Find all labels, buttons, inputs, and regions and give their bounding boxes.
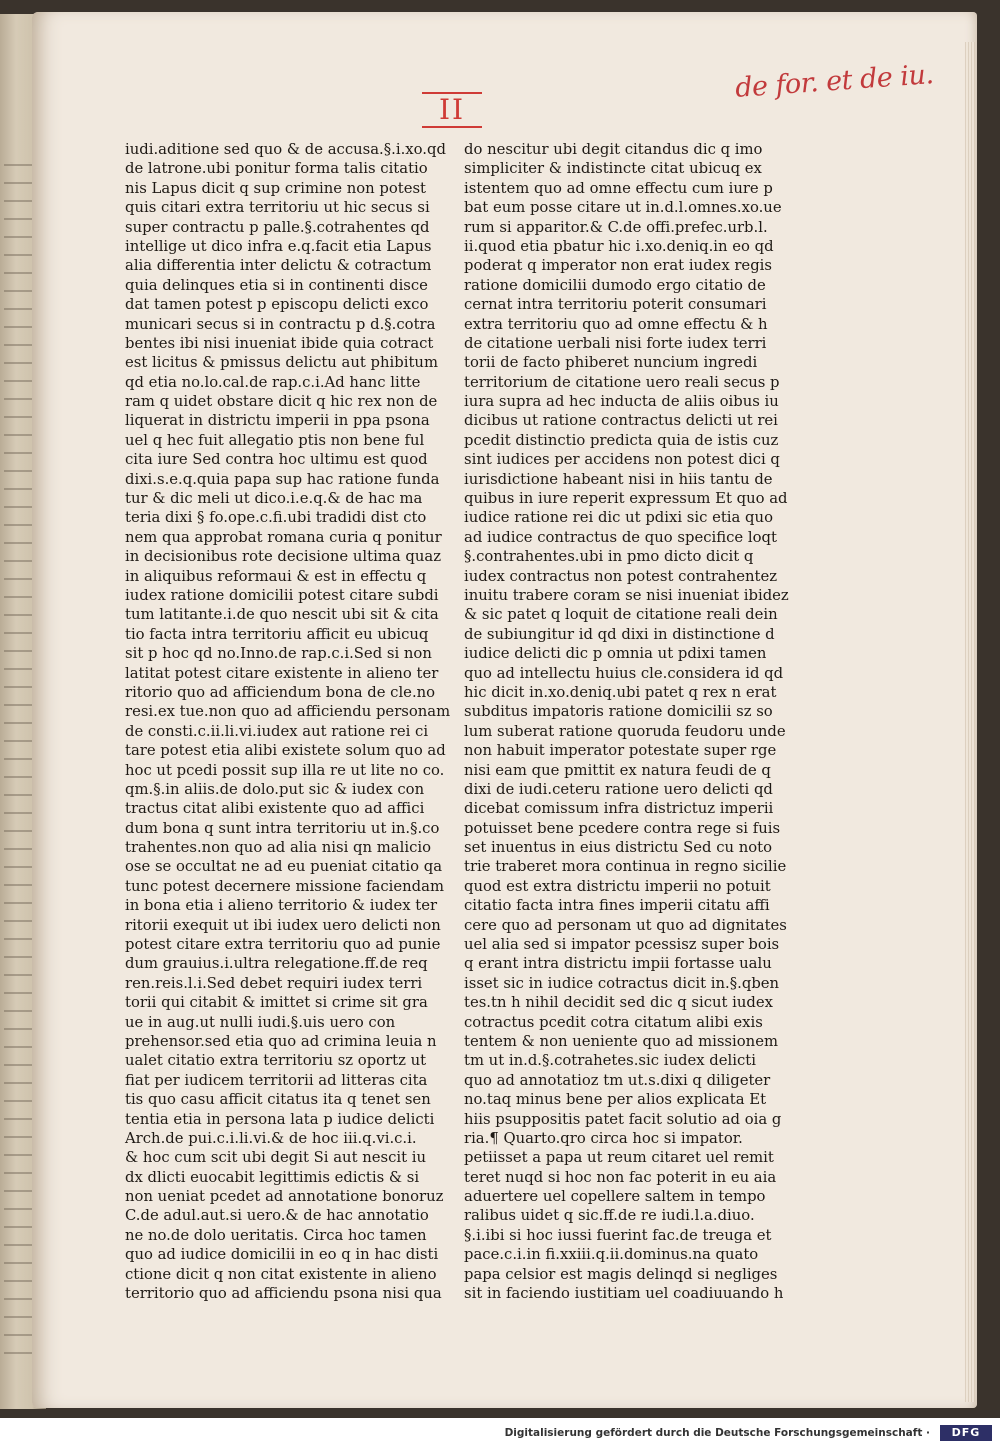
text-line: cotractus pcedit cotra citatum alibi exis [464, 1013, 763, 1031]
text-line: teria dixi § fo.ope.c.fi.ubi tradidi dist cto [125, 509, 427, 527]
text-line: §.contrahentes.ubi in pmo dicto dicit q [464, 548, 754, 566]
text-line: latitat potest citare existente in alieno ter [125, 664, 439, 682]
text-line: hic dicit in.xo.deniq.ubi patet q rex n erat [464, 683, 777, 701]
text-line: dat tamen potest p episcopu delicti exco [125, 296, 429, 314]
text-line: torii de facto phiberet nuncium ingredi [464, 354, 758, 372]
text-line: potuisset bene pcedere contra rege si fuis [464, 819, 781, 837]
text-line: territorium de citatione uero reali secus p [464, 373, 780, 391]
text-line: inuitu trabere coram se nisi inueniat ibidez [464, 586, 789, 604]
text-line: in bona etia i alieno territorio & iudex ter [125, 897, 438, 915]
text-line: torii qui citabit & imittet si crime sit gra [125, 994, 428, 1012]
text-line: est licitus & pmissus delictu aut phibitum [125, 354, 438, 372]
left-text-column [125, 140, 451, 1303]
text-line: ritorii exequit ut ibi iudex uero delicti non [125, 916, 441, 934]
text-line: ose se occultat ne ad eu pueniat citatio qa [125, 858, 443, 876]
text-line: iudice ratione rei dic ut pdixi sic etia quo [464, 509, 773, 527]
text-line: intellige ut dico infra e.q.facit etia Lapus [125, 237, 432, 255]
text-line: cita iure Sed contra hoc ultimu est quod [125, 451, 428, 469]
text-line: isset sic in iudice cotractus dicit in.§.qben [464, 974, 780, 992]
footer-credit: Digitalisierung gefördert durch die Deutsche Forschungsgemeinschaft · [504, 1427, 930, 1439]
text-line: non habuit imperator potestate super rge [464, 742, 777, 760]
text-line: C.de adul.aut.si uero.& de hac annotatio [125, 1207, 429, 1225]
right-text-column [464, 140, 789, 1303]
text-line: iudex contractus non potest contrahentez [464, 567, 778, 585]
text-line: dum bona q sunt intra territoriu ut in.§.co [125, 819, 440, 837]
text-line: pace.c.i.in fi.xxiii.q.ii.dominus.na quato [464, 1246, 759, 1264]
text-line: qd etia no.lo.cal.de rap.c.i.Ad hanc litte [125, 373, 421, 391]
text-line: sint iudices per accidens non potest dici q [464, 451, 780, 469]
text-line: de citatione uerbali nisi forte iudex terri [464, 334, 767, 352]
text-line: iudex ratione domicilii potest citare subdi [125, 586, 439, 604]
text-line: aduertere uel copellere saltem in tempo [464, 1188, 766, 1206]
text-line: trie traberet mora continua in regno sicilie [464, 858, 787, 876]
text-line: iudi.aditione sed quo & de accusa.§.i.xo.qd [125, 141, 446, 158]
text-line: hoc ut pcedi possit sup illa re ut lite no co. [125, 761, 445, 779]
text-line: ria.¶ Quarto.qro circa hoc si impator. [464, 1129, 743, 1147]
text-line: de consti.c.ii.li.vi.iudex aut ratione rei ci [125, 722, 429, 740]
text-line: quo ad intellectu huius cle.considera id qd [464, 664, 784, 682]
text-line: potest citare extra territoriu quo ad punie [125, 936, 441, 954]
text-line: tum latitante.i.de quo nescit ubi sit & cita [125, 606, 439, 624]
text-line: municari secus si in contractu p d.§.cotra [125, 315, 436, 333]
text-line: quo ad annotatioz tm ut.s.dixi q diligeter [464, 1071, 771, 1089]
text-line: dx dlicti euocabit legittimis edictis & si [125, 1168, 420, 1186]
text-line: iudice delicti dic p omnia ut pdixi tamen [464, 645, 767, 663]
text-line: resi.ex tue.non quo ad afficiendu personam [125, 703, 451, 721]
text-line: pcedit distinctio predicta quia de istis cuz [464, 431, 779, 449]
text-line: prehensor.sed etia quo ad crimina leuia n [125, 1032, 437, 1050]
text-line: in aliquibus reformaui & est in effectu q [125, 567, 427, 585]
page-fore-edge [965, 42, 975, 1402]
text-line: ualet citatio extra territoriu sz oportz ut [125, 1052, 427, 1070]
text-line: set inuentus in eius districtu Sed cu noto [464, 839, 773, 857]
text-line: citatio facta intra fines imperii citatu affi [464, 897, 770, 915]
text-line: dum grauius.i.ultra relegatione.ff.de req [125, 955, 428, 973]
text-line: cere quo ad personam ut quo ad dignitates [464, 916, 787, 934]
text-line: quod est extra districtu imperii no potuit [464, 877, 771, 895]
text-line: de latrone.ubi ponitur forma talis citatio [125, 160, 428, 178]
text-line: quis citari extra territoriu ut hic secus si [125, 199, 430, 217]
text-line: simpliciter & indistincte citat ubicuq ex [464, 160, 762, 178]
text-line: istentem quo ad omne effectu cum iure p [464, 179, 773, 197]
dfg-logo: DFG [940, 1425, 992, 1441]
text-line: quibus in iure reperit expressum Et quo ad [464, 490, 788, 508]
text-line: ctione dicit q non citat existente in alieno [125, 1265, 437, 1283]
text-line: dicibus ut ratione contractus delicti ut rei [464, 412, 778, 430]
text-line: hiis psuppositis patet facit solutio ad oia g [464, 1110, 782, 1128]
text-line: non ueniat pcedet ad annotatione bonoruz [125, 1188, 444, 1206]
text-line: ram q uidet obstare dicit q hic rex non de [125, 393, 438, 411]
text-line: uel q hec fuit allegatio ptis non bene ful [125, 431, 425, 449]
text-line: nis Lapus dicit q sup crimine non potest [125, 179, 426, 197]
text-line: tare potest etia alibi existete solum quo ad [125, 742, 446, 760]
text-line: iura supra ad hec inducta de aliis oibus iu [464, 393, 779, 411]
text-line: tur & dic meli ut dico.i.e.q.& de hac ma [125, 490, 423, 508]
text-line: territorio quo ad afficiendu psona nisi qua [125, 1285, 442, 1303]
text-line: & hoc cum scit ubi degit Si aut nescit iu [125, 1149, 427, 1167]
text-line: lum suberat ratione quoruda feudoru unde [464, 722, 786, 740]
text-line: dixi.s.e.q.quia papa sup hac ratione funda [125, 470, 440, 488]
text-line: ue in aug.ut nulli iudi.§.uis uero con [125, 1013, 396, 1031]
text-line: tentia etia in persona lata p iudice delicti [125, 1110, 435, 1128]
text-line: cernat intra territoriu poterit consumari [464, 296, 767, 314]
text-line: quo ad iudice domicilii in eo q in hac disti [125, 1246, 439, 1264]
text-line: teret nuqd si hoc non fac poterit in eu aia [464, 1168, 777, 1186]
text-line: tio facta intra territoriu afficit eu ubicuq [125, 625, 429, 643]
text-line: ad iudice contractus de quo specifice loqt [464, 528, 777, 546]
text-line: sit in faciendo iustitiam uel coadiuuando h [464, 1285, 784, 1303]
text-line: in decisionibus rote decisione ultima quaz [125, 548, 441, 566]
text-line: q erant intra districtu impii fortasse ualu [464, 955, 772, 973]
handwritten-annotation: de for. et de iu. [734, 59, 935, 104]
text-line: rum si apparitor.& C.de offi.prefec.urb.l. [464, 218, 768, 236]
folio-number [412, 92, 492, 128]
text-line: super contractu p palle.§.cotrahentes qd [125, 218, 430, 236]
text-line: Arch.de pui.c.i.li.vi.& de hoc iii.q.vi.c.i. [125, 1129, 417, 1147]
text-line: nem qua approbat romana curia q ponitur [125, 528, 442, 546]
text-line: ritorio quo ad afficiendum bona de cle.no [125, 683, 436, 701]
text-line: §.i.ibi si hoc iussi fuerint fac.de treuga et [464, 1226, 772, 1244]
text-line: de subiungitur id qd dixi in distinctione d [464, 625, 775, 643]
text-line: subditus impatoris ratione domicilii sz so [464, 703, 773, 721]
text-line: qm.§.in aliis.de dolo.put sic & iudex con [125, 780, 425, 798]
text-line: alia differentia inter delictu & cotractum [125, 257, 432, 275]
text-line: no.taq minus bene per alios explicata Et [464, 1091, 767, 1109]
text-line: petiisset a papa ut reum citaret uel remit [464, 1149, 774, 1167]
text-line: liquerat in districtu imperii in ppa psona [125, 412, 430, 430]
folio-label: II [438, 93, 466, 126]
text-line: tunc potest decernere missione faciendam [125, 877, 445, 895]
text-line: tes.tn h nihil decidit sed dic q sicut iudex [464, 994, 774, 1012]
text-line: nisi eam que pmittit ex natura feudi de q [464, 761, 771, 779]
text-line: tis quo casu afficit citatus ita q tenet sen [125, 1091, 431, 1109]
text-line: bat eum posse citare ut in.d.l.omnes.xo.ue [464, 199, 782, 217]
text-line: tm ut in.d.§.cotrahetes.sic iudex delicti [464, 1052, 756, 1070]
text-line: papa celsior est magis delinqd si negliges [464, 1265, 778, 1283]
text-line: poderat q imperator non erat iudex regis [464, 257, 772, 275]
folio-rule-bottom [422, 126, 482, 128]
text-line: trahentes.non quo ad alia nisi qn malicio [125, 839, 431, 857]
text-line: bentes ibi nisi inueniat ibide quia cotract [125, 334, 434, 352]
text-line: & sic patet q loquit de citatione reali dein [464, 606, 778, 624]
text-line: uel alia sed si impator pcessisz super bois [464, 936, 780, 954]
text-line: ralibus uidet q sic.ff.de re iudi.l.a.diuo. [464, 1207, 755, 1225]
text-line: tentem & non ueniente quo ad missionem [464, 1032, 778, 1050]
text-line: dicebat comissum infra districtuz imperii [464, 800, 774, 818]
text-line: fiat per iudicem territorii ad litteras cita [125, 1071, 428, 1089]
text-line: do nescitur ubi degit citandus dic q imo [464, 141, 763, 158]
text-line: ren.reis.l.i.Sed debet requiri iudex terri [125, 974, 423, 992]
text-line: iurisdictione habeant nisi in hiis tantu de [464, 470, 773, 488]
text-line: dixi de iudi.ceteru ratione uero delicti qd [464, 780, 773, 798]
text-line: ii.quod etia pbatur hic i.xo.deniq.in eo qd [464, 237, 774, 255]
text-line: extra territoriu quo ad omne effectu & h [464, 315, 768, 333]
text-line: sit p hoc qd no.Inno.de rap.c.i.Sed si non [125, 645, 432, 663]
text-line: tractus citat alibi existente quo ad affici [125, 800, 425, 818]
text-line: quia delinques etia si in continenti disce [125, 276, 428, 294]
text-line: ratione domicilii dumodo ergo citatio de [464, 276, 766, 294]
text-line: ne no.de dolo ueritatis. Circa hoc tamen [125, 1226, 427, 1244]
